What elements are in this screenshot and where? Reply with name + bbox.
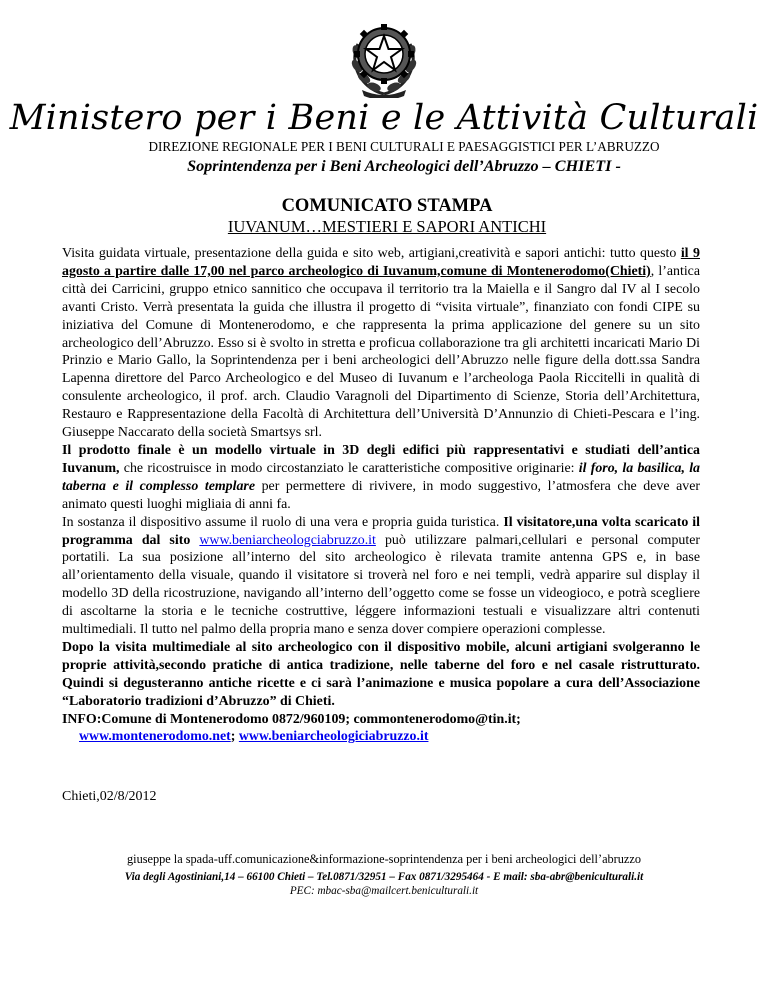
paragraph-intro [62,245,700,442]
press-release-title: COMUNICATO STAMPA [281,196,493,216]
paragraph-text: per permettere di rivivere, in modo suggestivo, l’atmosfera che deve aver animato questi luoghi migliaia di anni fa. [62,478,700,512]
paragraph-text: che ricostruisce in modo circostanziato le caratteristiche compositive originarie: [119,460,579,476]
ministry-title: Ministero per i Beni e le Attività Culturali [9,98,759,138]
paragraph-product [62,442,700,514]
info-line: INFO:Comune di Montenerodomo 0872/960109; commontenerodomo@tin.it; [62,711,521,727]
paragraph-bold-text: Il visitatore,una volta scaricato il programma dal sito [62,514,700,548]
website-link[interactable]: www.beniarcheologciabruzzo.it [199,532,376,548]
monuments-list: il foro, la basilica, la taberna e il complesso templare [62,460,700,494]
paragraph-text: In sostanza il dispositivo assume il ruolo di una vera e propria guida turistica. [62,514,504,530]
paragraph-text: Visita guidata virtuale, presentazione della guida e sito web, artigiani,creatività e sapori antichi: tutto questo [62,246,681,261]
beniarcheologici-link[interactable]: www.beniarcheologiciabruzzo.it [238,729,429,745]
press-release-subtitle: IUVANUM…MESTIERI E SAPORI ANTICHI [227,217,547,236]
paragraph-text: può utilizzare palmari,cellulari e personal computer portatili. La sua posizione all’interno del sito archeologico è rilevata tramite antenna GPS e, in base all’orientamento della visuale, quando il visitatore si troverà nel foro e nei templi, vedrà apparire sul display il modello 3D della ricostruzione, navigando all’interno dell’oggetto come se fosse un videogioco, e potrà scegliere di ascoltarne la storia e le tecniche costruttive, léggere informazioni testuali e visualizzare altri contenuti multimediali. Il tutto nel palmo della propria mano e senza dover compiere operazioni complesse. [62,532,700,638]
regional-direction: DIREZIONE REGIONALE PER I BENI CULTURALI E PAESAGGISTICI PER L’ABRUZZO [148,139,660,154]
montenerodomo-link[interactable]: www.montenerodomo.net [79,729,231,745]
separator: ; [230,729,239,745]
paragraph-bold-text: Il prodotto finale è un modello virtuale in 3D degli edifici più rappresentativi e studiati dell’antica Iuvanum, [62,442,700,476]
footer-pec: PEC: mbac-sba@mailcert.beniculturali.it [289,885,479,897]
paragraph-device [62,514,700,639]
event-date-location: il 9 agosto a partire dalle 17,00 nel parco archeologico di Iuvanum,comune di Montenerodomo(Chieti) [62,246,700,279]
spacer [190,533,199,548]
paragraph-text: , l’antica città dei Carricini, gruppo etnico sannitico che occupava il territorio tra la Maiella e il Sangro dal IV al I secolo avanti Cristo. Verrà presentata la guida che illustra il progetto di “visita virtuale”, finanziato con fondi CIPE su iniziativa del Comune di Montenerodomo, e che rappresenta la prima applicazione del genere su un sito archeologico dell’Abruzzo. Esso si è svolto in stretta e proficua collaborazione tra gli architetti incaricati Mario Di Prinzio e Mario Gallo, la Soprintendenza per i beni archeologici dell’Abruzzo nelle figure della dott.ssa Sandra Lapenna direttore del Parco Archeologico e del Museo di Iuvanum e l’archeologa Paola Riccitelli in qualità di consulente archeologico, il prof. arch. Claudio Varagnoli del Dipartimento di Scienze, Storia dell’Architettura, Restauro e Rappresentazione della Facoltà di Architettura dell’Università D’Annunzio di Chieti-Pescara e l’ing. Giuseppe Naccarato della società Smartsys srl. [62,263,701,441]
press-release-body [62,245,700,746]
italian-republic-emblem [344,14,424,98]
footer-address: Via degli Agostiniani,14 – 66100 Chieti – Tel.0871/32951 – Fax 0871/3295464 - E mail: sba-abr@beniculturali.it [124,871,644,883]
footer-author: giuseppe la spada-uff.comunicazione&informazione-soprintendenza per i beni archeologici dell’abruzzo [127,852,641,866]
release-date: Chieti,02/8/2012 [62,789,157,804]
paragraph-artisans: Dopo la visita multimediale al sito archeologico con il dispositivo mobile, alcuni artigiani svolgeranno le proprie attività,secondo pratiche di antica tradizione, nelle taberne del foro e nel casale ristrutturato. Quindi si degusteranno antiche ricette e ci sarà l’animazione e musica popolare a cura dell’Associazione “Laboratorio tradizioni d’Abruzzo” di Chieti. [62,639,700,709]
info-links [62,728,700,746]
soprintendenza-heading: Soprintendenza per i Beni Archeologici dell’Abruzzo – CHIETI - [187,157,621,175]
